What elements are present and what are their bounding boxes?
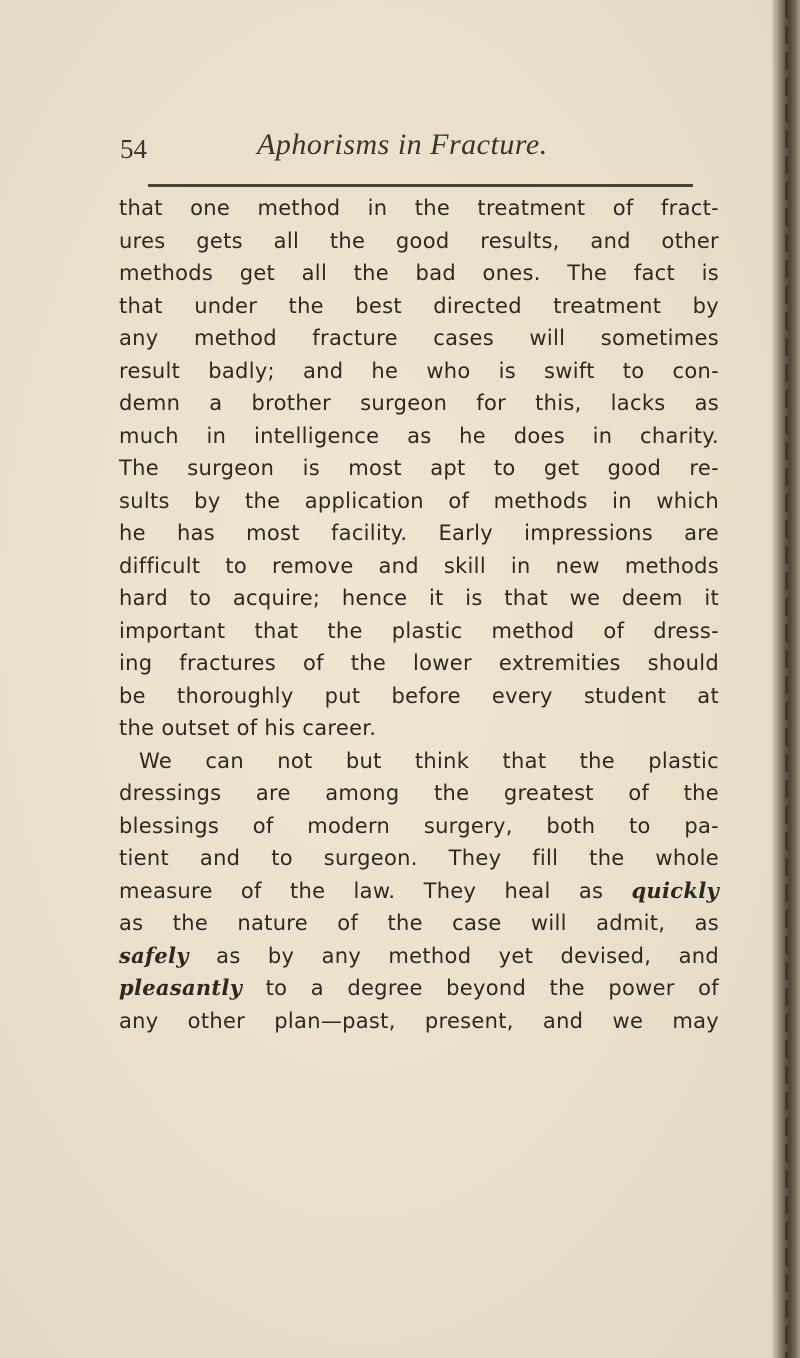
- text-line: the outset of his career.: [119, 716, 377, 740]
- paragraph-1: [119, 192, 719, 745]
- text-line: [119, 972, 719, 1005]
- text-line: any other plan—past, present, and we may: [119, 1008, 719, 1033]
- emphasis-pleasantly: pleasantly: [119, 975, 243, 1000]
- emphasis-quickly: quickly: [631, 877, 719, 903]
- text-line: ing fractures of the lower extremities should: [119, 651, 719, 675]
- text-segment: as by any method yet devised, and: [216, 943, 719, 968]
- text-segment: measure of the law. They heal as: [119, 878, 604, 903]
- text-line: methods get all the bad ones. The fact is: [119, 261, 719, 285]
- text-line: much in intelligence as he does in charity.: [119, 423, 719, 448]
- running-head: Aphorisms in Fracture.: [257, 128, 548, 161]
- text-line: he has most facility. Early impressions are: [119, 521, 719, 545]
- page-header: [120, 128, 720, 168]
- text-line: blessings of modern surgery, both to pa-: [119, 813, 719, 838]
- text-line: sults by the application of methods in which: [119, 488, 719, 513]
- text-line: dressings are among the greatest of the: [119, 781, 719, 805]
- text-segment: to a degree beyond the power of: [265, 976, 719, 1000]
- text-line: [119, 940, 719, 973]
- text-line: difficult to remove and skill in new methods: [119, 553, 719, 578]
- text-line: as the nature of the case will admit, as: [119, 911, 719, 935]
- text-line: that under the best directed treatment by: [119, 293, 719, 318]
- binding-edge: [785, 0, 788, 1358]
- text-line: any method fracture cases will sometimes: [119, 326, 719, 350]
- page-number: 54: [120, 134, 147, 164]
- text-line: demn a brother surgeon for this, lacks as: [119, 391, 719, 415]
- paragraph-2: [119, 745, 719, 1038]
- text-line: that one method in the treatment of fract-: [119, 196, 719, 220]
- text-line: hard to acquire; hence it is that we deem it: [119, 586, 719, 610]
- text-line: tient and to surgeon. They fill the whole: [119, 846, 719, 870]
- text-line: be thoroughly put before every student at: [119, 683, 719, 708]
- text-line: important that the plastic method of dress-: [119, 618, 719, 643]
- text-line: ures gets all the good results, and other: [119, 228, 719, 253]
- body-text: [119, 192, 719, 1037]
- header-rule: [148, 184, 693, 187]
- emphasis-safely: safely: [119, 942, 189, 968]
- text-line: The surgeon is most apt to get good re-: [119, 456, 719, 480]
- text-line: result badly; and he who is swift to con-: [119, 358, 719, 383]
- text-line: [119, 875, 719, 908]
- text-line: We can not but think that the plastic: [139, 748, 719, 773]
